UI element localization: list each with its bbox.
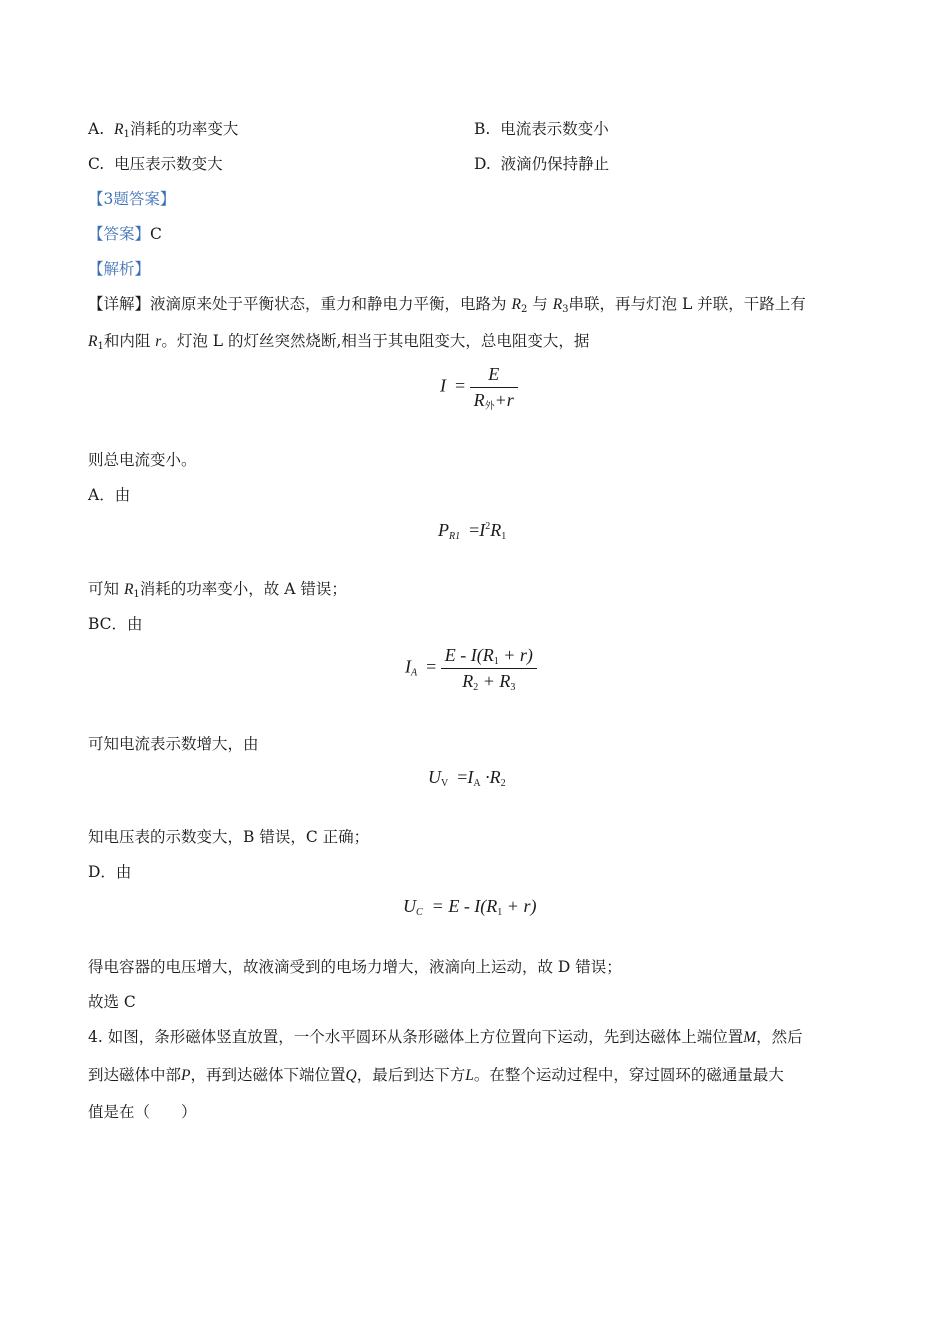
equation-total-current: I = $\frac{E}{R_外+r}$ (440, 364, 518, 411)
part-bc-conclusion: 知电压表的示数变大，B 错误，C 正确； (88, 828, 370, 846)
option-d: D. 液滴仍保持静止 (474, 155, 610, 173)
final-choice: 故选 C (88, 993, 136, 1011)
part-bc-middle: 可知电流表示数增大，由 (88, 735, 259, 753)
detail-line-2: $R_1$和内阻 r。灯泡 L 的灯丝突然烧断,相当于其电阻变大，总电阻变大，据 (88, 332, 590, 352)
part-a-label: A．由 (88, 486, 131, 504)
option-b: B. 电流表示数变小 (474, 120, 609, 138)
option-a: A. $R_1$消耗的功率变大 (88, 120, 239, 140)
detail-line-1: 【详解】液滴原来处于平衡状态，重力和静电力平衡，电路为 $R_2$ 与 $R_3$串联，再与灯泡 L 并联，干路上有 (88, 295, 806, 315)
total-current-conclusion: 则总电流变小。 (88, 451, 197, 469)
q4-line-1: 4. 如图，条形磁体竖直放置，一个水平圆环从条形磁体上方位置向下运动，先到达磁体上端位置M，然后 (88, 1028, 803, 1046)
fraction: $\frac{E}{R_外+r}$ (470, 364, 518, 411)
equation-power-r1: $P_{R1} =I^2R_1$ (438, 520, 507, 542)
part-bc-label: BC．由 (88, 615, 143, 633)
q4-line-3: 值是在（ ） (88, 1103, 197, 1121)
q4-line-2: 到达磁体中部P，再到达磁体下端位置Q，最后到达下方L。在整个运动过程中，穿过圆环的磁通量最大 (88, 1066, 784, 1084)
q3-answer-header: 【3题答案】 (88, 190, 176, 208)
equation-voltmeter: $U_V =I_A \cdot R_2$ (428, 767, 506, 789)
equation-ammeter-current: $I_A$ = $\frac{E - I(R_1 + r)}{R_2 + R_3}$ (405, 645, 537, 692)
option-c: C. 电压表示数变大 (88, 155, 223, 173)
part-d-conclusion: 得电容器的电压增大，故液滴受到的电场力增大，液滴向上运动，故 D 错误； (88, 958, 622, 976)
answer-line: 【答案】C (88, 225, 162, 243)
fraction: $\frac{E - I(R_1 + r)}{R_2 + R_3}$ (441, 645, 537, 692)
analysis-tag: 【解析】 (88, 260, 151, 278)
part-d-label: D．由 (88, 863, 132, 881)
part-a-conclusion: 可知 $R_1$消耗的功率变小，故 A 错误； (88, 580, 347, 600)
equation-capacitor-voltage: $U_C = E - I(R_1 + r)$ (403, 896, 537, 918)
